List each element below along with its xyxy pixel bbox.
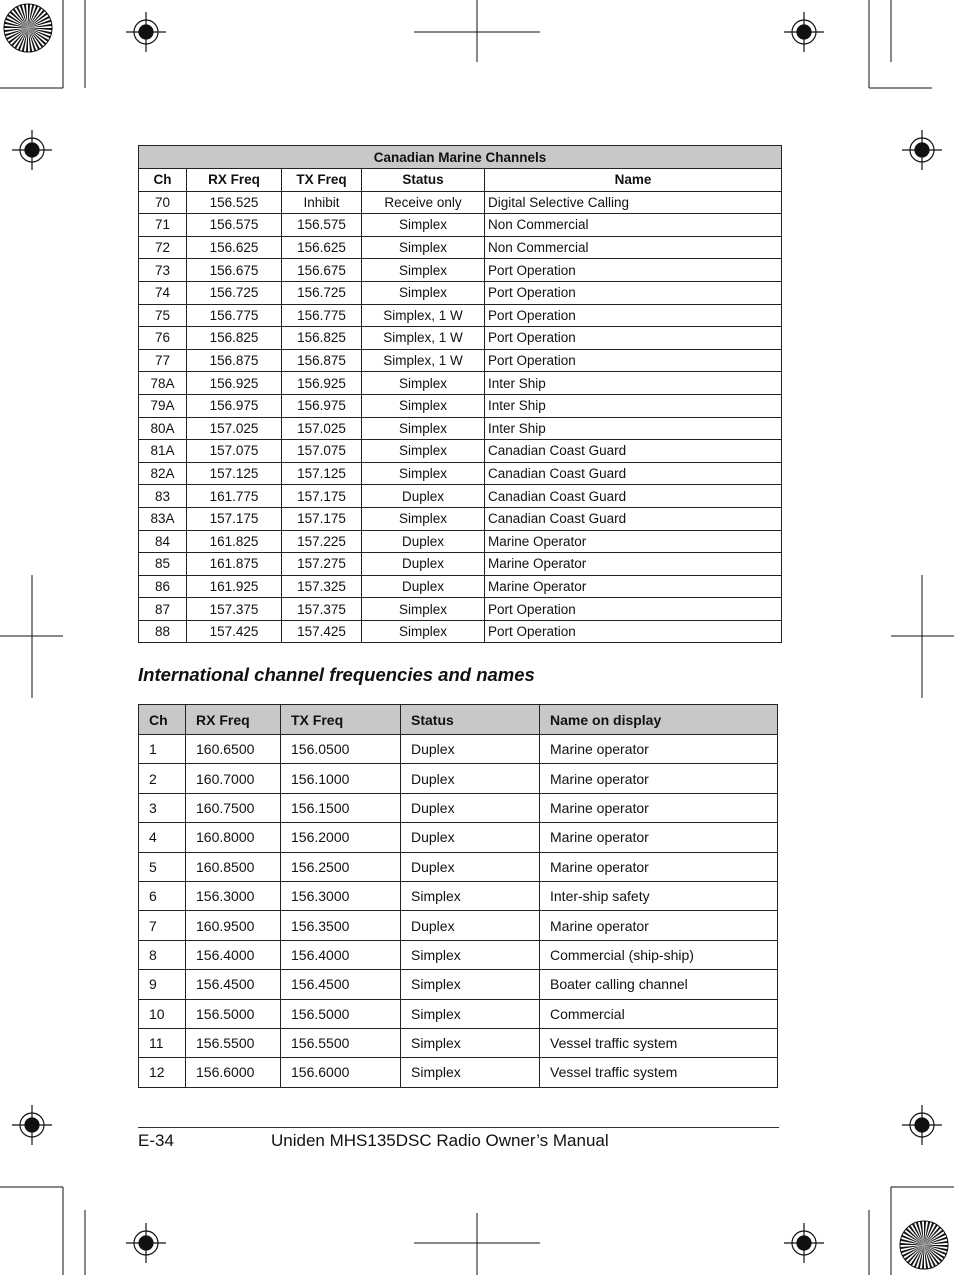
table-cell: Non Commercial <box>485 236 782 259</box>
table-row <box>139 530 782 553</box>
table-cell: Inter Ship <box>485 417 782 440</box>
table-cell: 156.825 <box>187 327 282 350</box>
table-row <box>139 349 782 372</box>
table-cell: Vessel traffic system <box>540 1058 778 1087</box>
table-cell: Non Commercial <box>485 214 782 237</box>
table-cell: 156.925 <box>187 372 282 395</box>
table-cell: 157.075 <box>187 440 282 463</box>
table-cell: 157.425 <box>282 620 362 643</box>
table-cell: 82A <box>139 462 187 485</box>
table-cell: Marine Operator <box>485 575 782 598</box>
table-cell: Simplex <box>362 417 485 440</box>
table-cell: 87 <box>139 598 187 621</box>
table-row <box>139 598 782 621</box>
table-cell: Port Operation <box>485 598 782 621</box>
table-cell: Simplex, 1 W <box>362 304 485 327</box>
table-cell: 12 <box>139 1058 186 1087</box>
column-header: Ch <box>139 169 187 192</box>
table-cell: 157.125 <box>282 462 362 485</box>
table-cell: 156.975 <box>187 394 282 417</box>
table-row <box>139 417 782 440</box>
starburst-mark-icon <box>4 4 52 52</box>
table-row <box>139 236 782 259</box>
table-cell: 156.1000 <box>281 764 401 793</box>
table-row <box>139 214 782 237</box>
canadian-channels-table <box>138 145 782 643</box>
section-heading: International channel frequencies and names <box>138 664 535 685</box>
table-cell: Receive only <box>362 191 485 214</box>
table-cell: 4 <box>139 823 186 852</box>
table-cell: Simplex <box>362 281 485 304</box>
table-cell: Duplex <box>401 793 540 822</box>
table-cell: 157.375 <box>187 598 282 621</box>
international-channels-table <box>138 704 778 1088</box>
table-cell: 80A <box>139 417 187 440</box>
table-row <box>139 970 778 999</box>
table-header-row <box>139 705 778 735</box>
column-header: RX Freq <box>186 705 281 735</box>
table-cell: Inter Ship <box>485 372 782 395</box>
table-cell: 156.675 <box>187 259 282 282</box>
table-cell: Commercial (ship-ship) <box>540 940 778 969</box>
table-cell: 156.925 <box>282 372 362 395</box>
table-cell: Simplex <box>401 999 540 1028</box>
table-row <box>139 575 782 598</box>
table-row <box>139 793 778 822</box>
table-cell: 156.5500 <box>281 1028 401 1057</box>
table-cell: 156.675 <box>282 259 362 282</box>
table-cell: 156.3000 <box>186 881 281 910</box>
table-cell: 161.925 <box>187 575 282 598</box>
table-cell: Inhibit <box>282 191 362 214</box>
table-row <box>139 553 782 576</box>
table-row <box>139 440 782 463</box>
table-cell: 81A <box>139 440 187 463</box>
table-cell: Simplex, 1 W <box>362 349 485 372</box>
table-cell: Port Operation <box>485 620 782 643</box>
column-header: RX Freq <box>187 169 282 192</box>
table-row <box>139 620 782 643</box>
table-cell: 73 <box>139 259 187 282</box>
table-cell: 157.175 <box>282 507 362 530</box>
table-cell: 8 <box>139 940 186 969</box>
table-cell: 157.325 <box>282 575 362 598</box>
table-row <box>139 823 778 852</box>
table-cell: 88 <box>139 620 187 643</box>
table-cell: 157.425 <box>187 620 282 643</box>
column-header: TX Freq <box>282 169 362 192</box>
table-cell: 156.2000 <box>281 823 401 852</box>
table-cell: 160.7000 <box>186 764 281 793</box>
table-cell: 156.4500 <box>281 970 401 999</box>
table-cell: 156.975 <box>282 394 362 417</box>
table-cell: Marine operator <box>540 764 778 793</box>
table-row <box>139 462 782 485</box>
table-cell: Simplex <box>362 598 485 621</box>
table-cell: 1 <box>139 735 186 764</box>
table-cell: 9 <box>139 970 186 999</box>
table-cell: 86 <box>139 575 187 598</box>
table-cell: 77 <box>139 349 187 372</box>
table-cell: 161.825 <box>187 530 282 553</box>
table-cell: 7 <box>139 911 186 940</box>
table-row <box>139 327 782 350</box>
table-row <box>139 485 782 508</box>
table-cell: Inter Ship <box>485 394 782 417</box>
table-cell: 157.075 <box>282 440 362 463</box>
table-row <box>139 764 778 793</box>
table-cell: 6 <box>139 881 186 910</box>
table-cell: Commercial <box>540 999 778 1028</box>
table-cell: 85 <box>139 553 187 576</box>
footer-divider <box>138 1127 779 1128</box>
table-cell: 156.6000 <box>186 1058 281 1087</box>
table-row <box>139 507 782 530</box>
table-cell: 160.6500 <box>186 735 281 764</box>
table-row <box>139 281 782 304</box>
table-cell: 157.125 <box>187 462 282 485</box>
table-cell: 157.175 <box>187 507 282 530</box>
table-row <box>139 394 782 417</box>
column-header: Status <box>362 169 485 192</box>
column-header: TX Freq <box>281 705 401 735</box>
table-cell: 156.4000 <box>186 940 281 969</box>
table-cell: 160.9500 <box>186 911 281 940</box>
table-cell: 84 <box>139 530 187 553</box>
table-cell: Port Operation <box>485 304 782 327</box>
table-cell: Marine operator <box>540 823 778 852</box>
table-cell: 156.725 <box>187 281 282 304</box>
table-cell: 78A <box>139 372 187 395</box>
table-cell: 156.775 <box>282 304 362 327</box>
table-cell: 11 <box>139 1028 186 1057</box>
table-cell: 156.4500 <box>186 970 281 999</box>
table-row <box>139 999 778 1028</box>
column-header: Status <box>401 705 540 735</box>
table-cell: 156.1500 <box>281 793 401 822</box>
table-cell: 156.5500 <box>186 1028 281 1057</box>
table-row <box>139 1058 778 1087</box>
table-row <box>139 191 782 214</box>
table-cell: 3 <box>139 793 186 822</box>
column-header: Name on display <box>540 705 778 735</box>
table-cell: 157.225 <box>282 530 362 553</box>
table-cell: Marine operator <box>540 911 778 940</box>
table-cell: 5 <box>139 852 186 881</box>
table-cell: Simplex <box>401 1028 540 1057</box>
table-cell: Duplex <box>401 911 540 940</box>
column-header: Name <box>485 169 782 192</box>
table-cell: Boater calling channel <box>540 970 778 999</box>
table-cell: Simplex <box>362 394 485 417</box>
table-cell: 156.575 <box>187 214 282 237</box>
table-cell: 157.025 <box>187 417 282 440</box>
table-cell: Duplex <box>362 553 485 576</box>
table-cell: 156.3500 <box>281 911 401 940</box>
table-cell: 156.625 <box>187 236 282 259</box>
table-cell: 160.8000 <box>186 823 281 852</box>
table-cell: 156.725 <box>282 281 362 304</box>
table-cell: 156.5000 <box>281 999 401 1028</box>
table-cell: Simplex <box>362 440 485 463</box>
table-cell: 156.775 <box>187 304 282 327</box>
table-cell: 75 <box>139 304 187 327</box>
table-cell: 156.575 <box>282 214 362 237</box>
table-cell: Port Operation <box>485 259 782 282</box>
table-cell: 76 <box>139 327 187 350</box>
table-cell: Duplex <box>401 852 540 881</box>
table-cell: Simplex <box>362 507 485 530</box>
table-cell: Duplex <box>362 485 485 508</box>
table-cell: Marine operator <box>540 735 778 764</box>
table-row <box>139 259 782 282</box>
table-header-row <box>139 169 782 192</box>
table-cell: 156.825 <box>282 327 362 350</box>
table-cell: Canadian Coast Guard <box>485 440 782 463</box>
table-cell: Duplex <box>401 764 540 793</box>
table-cell: 156.6000 <box>281 1058 401 1087</box>
table-cell: 156.4000 <box>281 940 401 969</box>
table-cell: Marine Operator <box>485 553 782 576</box>
table-cell: Marine operator <box>540 852 778 881</box>
table-cell: Duplex <box>362 575 485 598</box>
page-number: E-34 <box>138 1131 174 1150</box>
table-cell: 156.875 <box>187 349 282 372</box>
table-cell: Simplex <box>362 462 485 485</box>
table-cell: 157.375 <box>282 598 362 621</box>
table-cell: 157.025 <box>282 417 362 440</box>
table-cell: Duplex <box>362 530 485 553</box>
table-cell: Port Operation <box>485 281 782 304</box>
table-cell: 83 <box>139 485 187 508</box>
table-row <box>139 1028 778 1057</box>
table-row <box>139 911 778 940</box>
table-cell: 83A <box>139 507 187 530</box>
table-cell: 71 <box>139 214 187 237</box>
table-cell: 160.8500 <box>186 852 281 881</box>
table-cell: Simplex <box>401 1058 540 1087</box>
table-cell: Canadian Coast Guard <box>485 507 782 530</box>
table-cell: Simplex <box>362 214 485 237</box>
table-cell: Port Operation <box>485 349 782 372</box>
table-cell: 156.3000 <box>281 881 401 910</box>
table-cell: 74 <box>139 281 187 304</box>
table-cell: Inter-ship safety <box>540 881 778 910</box>
table-row <box>139 881 778 910</box>
table-title: Canadian Marine Channels <box>139 146 782 169</box>
table-cell: 161.875 <box>187 553 282 576</box>
table-cell: 160.7500 <box>186 793 281 822</box>
table-cell: Duplex <box>401 823 540 852</box>
table-cell: Simplex <box>362 259 485 282</box>
table-cell: Simplex <box>401 940 540 969</box>
table-cell: 10 <box>139 999 186 1028</box>
table-row <box>139 304 782 327</box>
table-cell: Port Operation <box>485 327 782 350</box>
table-cell: 70 <box>139 191 187 214</box>
table-cell: Digital Selective Calling <box>485 191 782 214</box>
column-header: Ch <box>139 705 186 735</box>
table-cell: 156.875 <box>282 349 362 372</box>
table-row <box>139 372 782 395</box>
table-cell: Simplex <box>401 970 540 999</box>
table-cell: Marine Operator <box>485 530 782 553</box>
table-cell: 156.625 <box>282 236 362 259</box>
manual-title: Uniden MHS135DSC Radio Owner’s Manual <box>271 1131 609 1150</box>
table-cell: Simplex <box>362 372 485 395</box>
table-cell: 156.525 <box>187 191 282 214</box>
table-cell: Vessel traffic system <box>540 1028 778 1057</box>
table-cell: 161.775 <box>187 485 282 508</box>
table-cell: Marine operator <box>540 793 778 822</box>
table-row <box>139 852 778 881</box>
table-cell: Duplex <box>401 735 540 764</box>
table-cell: 72 <box>139 236 187 259</box>
table-row <box>139 940 778 969</box>
table-cell: 156.0500 <box>281 735 401 764</box>
table-row <box>139 735 778 764</box>
table-cell: 157.275 <box>282 553 362 576</box>
table-cell: 156.2500 <box>281 852 401 881</box>
table-cell: 156.5000 <box>186 999 281 1028</box>
table-cell: Canadian Coast Guard <box>485 462 782 485</box>
table-cell: Simplex <box>401 881 540 910</box>
starburst-mark-icon <box>900 1221 948 1269</box>
table-cell: 157.175 <box>282 485 362 508</box>
table-cell: 79A <box>139 394 187 417</box>
table-cell: 2 <box>139 764 186 793</box>
table-cell: Simplex <box>362 236 485 259</box>
table-cell: Canadian Coast Guard <box>485 485 782 508</box>
table-cell: Simplex, 1 W <box>362 327 485 350</box>
table-cell: Simplex <box>362 620 485 643</box>
table-title-row <box>139 146 782 169</box>
